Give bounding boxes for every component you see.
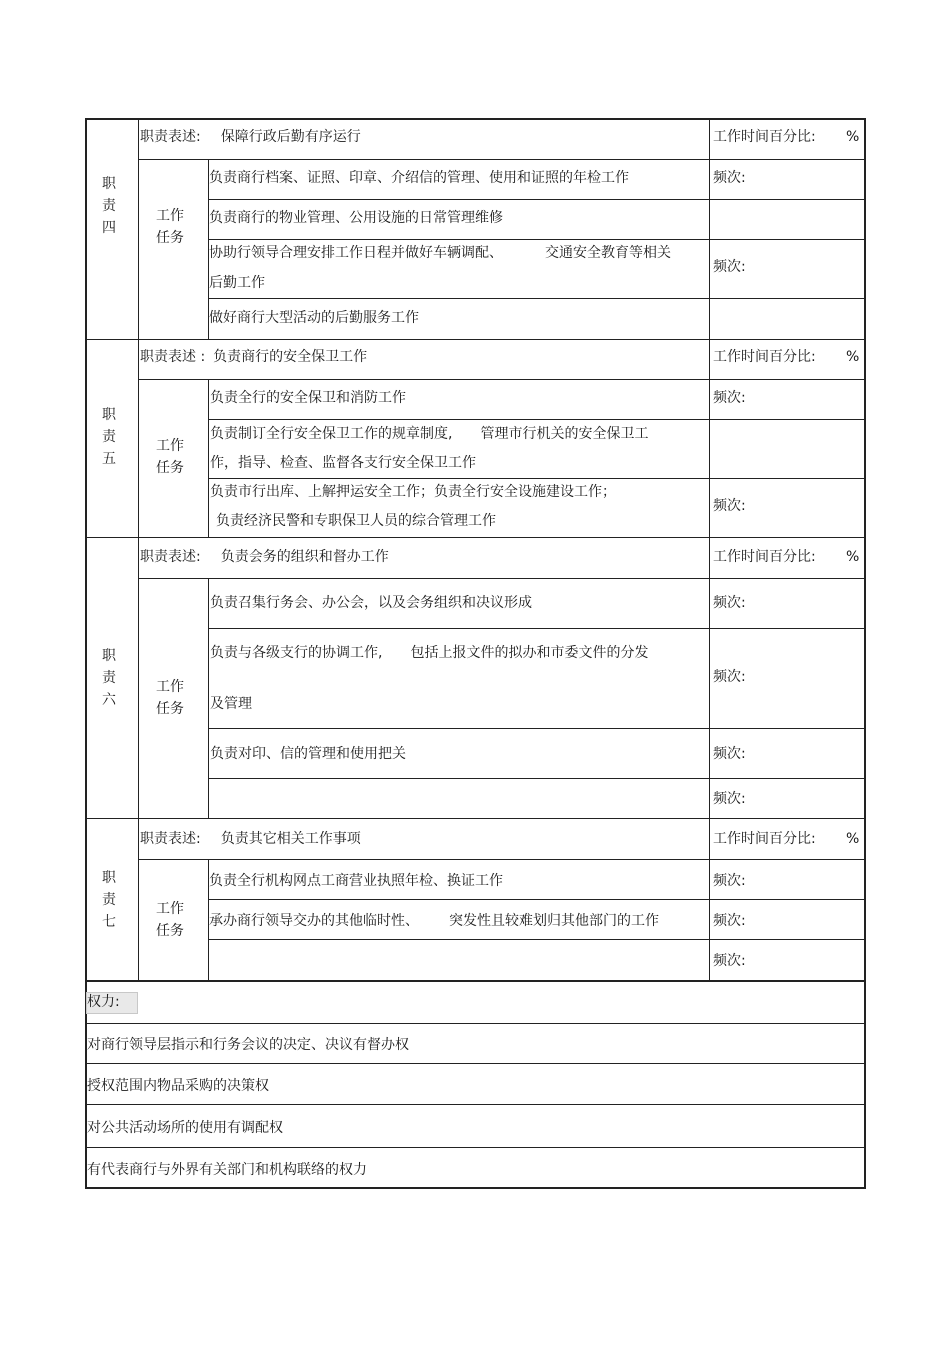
- task-text-continued: 作，指导、检查、监督各支行安全保卫工作: [210, 455, 476, 471]
- task-text: 协助行领导合理安排工作日程并做好车辆调配、 交通安全教育等相关: [209, 245, 671, 261]
- column-divider: [208, 578, 209, 818]
- time-percent-label: 工作时间百分比:: [713, 831, 816, 847]
- statement-row: [140, 547, 389, 567]
- column-divider: [208, 379, 209, 537]
- task-label: 工作 任务: [156, 901, 184, 939]
- statement-prefix: 职责表述 :: [140, 349, 206, 365]
- task-label: 工作 任务: [156, 438, 184, 476]
- statement-row: [140, 127, 361, 147]
- power-item: 对商行领导层指示和行务会议的决定、决议有督办权: [87, 1037, 409, 1053]
- row-divider: [85, 1023, 865, 1024]
- statement-text: 负责其它相关工作事项: [220, 831, 361, 847]
- row-divider: [208, 419, 865, 420]
- row-divider: [208, 239, 865, 240]
- task-text: 承办商行领导交办的其他临时性、 突发性且较难划归其他部门的工作: [209, 913, 659, 929]
- row-divider: [138, 859, 865, 860]
- section-label: 职 责 五: [102, 407, 116, 467]
- task-text: 负责商行的物业管理、公用设施的日常管理维修: [209, 210, 503, 226]
- time-percent-label: 工作时间百分比:: [713, 549, 816, 565]
- row-divider: [208, 778, 865, 779]
- row-divider: [208, 199, 865, 200]
- frequency-label: 频次:: [713, 259, 746, 275]
- frequency-label: 频次:: [713, 913, 746, 929]
- time-percent-label: 工作时间百分比:: [713, 129, 816, 145]
- table-top-border: [85, 118, 866, 120]
- task-text-continued: 及管理: [210, 696, 252, 712]
- power-item: 有代表商行与外界有关部门和机构联络的权力: [87, 1162, 367, 1178]
- row-divider: [208, 899, 865, 900]
- task-text: 做好商行大型活动的后勤服务工作: [209, 310, 419, 326]
- percent-sign: %: [846, 349, 860, 365]
- row-divider: [85, 1063, 865, 1064]
- task-text: 负责制订全行安全保卫工作的规章制度, 管理市行机关的安全保卫工: [210, 426, 649, 442]
- row-divider: [85, 1104, 865, 1105]
- column-divider: [138, 118, 139, 980]
- row-divider: [208, 728, 865, 729]
- frequency-label: 频次:: [713, 953, 746, 969]
- task-text: 负责对印、信的管理和使用把关: [210, 746, 406, 762]
- task-text-continued: 负责经济民警和专职保卫人员的综合管理工作: [216, 513, 496, 529]
- time-percent-label: 工作时间百分比:: [713, 349, 816, 365]
- percent-sign: %: [846, 549, 860, 565]
- task-text: 负责全行的安全保卫和消防工作: [210, 390, 406, 406]
- section-divider: [85, 537, 865, 538]
- frequency-label: 频次:: [713, 873, 746, 889]
- row-divider: [208, 478, 865, 479]
- frequency-label: 频次:: [713, 595, 746, 611]
- section-label: 职 责 四: [102, 176, 116, 236]
- column-divider: [709, 118, 710, 980]
- table-bottom-border: [85, 1187, 866, 1189]
- task-text: 负责与各级支行的协调工作, 包括上报文件的拟办和市委文件的分发: [210, 645, 649, 661]
- task-text: 负责全行机构网点工商营业执照年检、换证工作: [209, 873, 503, 889]
- statement-text: 保障行政后勤有序运行: [220, 129, 361, 145]
- statement-prefix: 职责表述:: [140, 129, 201, 145]
- section-divider: [85, 818, 865, 819]
- frequency-label: 频次:: [713, 669, 746, 685]
- row-divider: [208, 628, 865, 629]
- section-label: 职 责 七: [102, 870, 116, 930]
- frequency-label: 频次:: [713, 746, 746, 762]
- section-divider: [85, 980, 865, 982]
- power-item: 对公共活动场所的使用有调配权: [87, 1120, 283, 1136]
- task-label: 工作 任务: [156, 208, 184, 246]
- section-divider: [85, 339, 865, 340]
- statement-prefix: 职责表述:: [140, 549, 201, 565]
- task-text-continued: 后勤工作: [209, 275, 265, 291]
- row-divider: [138, 578, 865, 579]
- frequency-label: 频次:: [713, 390, 746, 406]
- percent-sign: %: [846, 129, 860, 145]
- section-label: 职 责 六: [102, 648, 116, 708]
- row-divider: [208, 298, 865, 299]
- row-divider: [208, 939, 865, 940]
- table-right-border: [864, 118, 866, 1188]
- statement-text: 负责商行的安全保卫工作: [213, 349, 368, 365]
- task-text: 负责商行档案、证照、印章、介绍信的管理、使用和证照的年检工作: [209, 170, 629, 186]
- statement-text: 负责会务的组织和督办工作: [220, 549, 389, 565]
- statement-row: [140, 347, 367, 367]
- frequency-label: 频次:: [713, 791, 746, 807]
- statement-prefix: 职责表述:: [140, 831, 201, 847]
- row-divider: [138, 379, 865, 380]
- task-text: 负责召集行务会、办公会，以及会务组织和决议形成: [210, 595, 532, 611]
- row-divider: [85, 1147, 865, 1148]
- task-text: 负责市行出库、上解押运安全工作；负责全行安全设施建设工作；: [210, 484, 616, 500]
- percent-sign: %: [846, 831, 860, 847]
- power-item: 授权范围内物品采购的决策权: [87, 1078, 269, 1094]
- task-label: 工作 任务: [156, 679, 184, 717]
- statement-row: [140, 829, 361, 849]
- powers-title: 权力:: [87, 994, 120, 1010]
- frequency-label: 频次:: [713, 170, 746, 186]
- frequency-label: 频次:: [713, 498, 746, 514]
- row-divider: [138, 159, 865, 160]
